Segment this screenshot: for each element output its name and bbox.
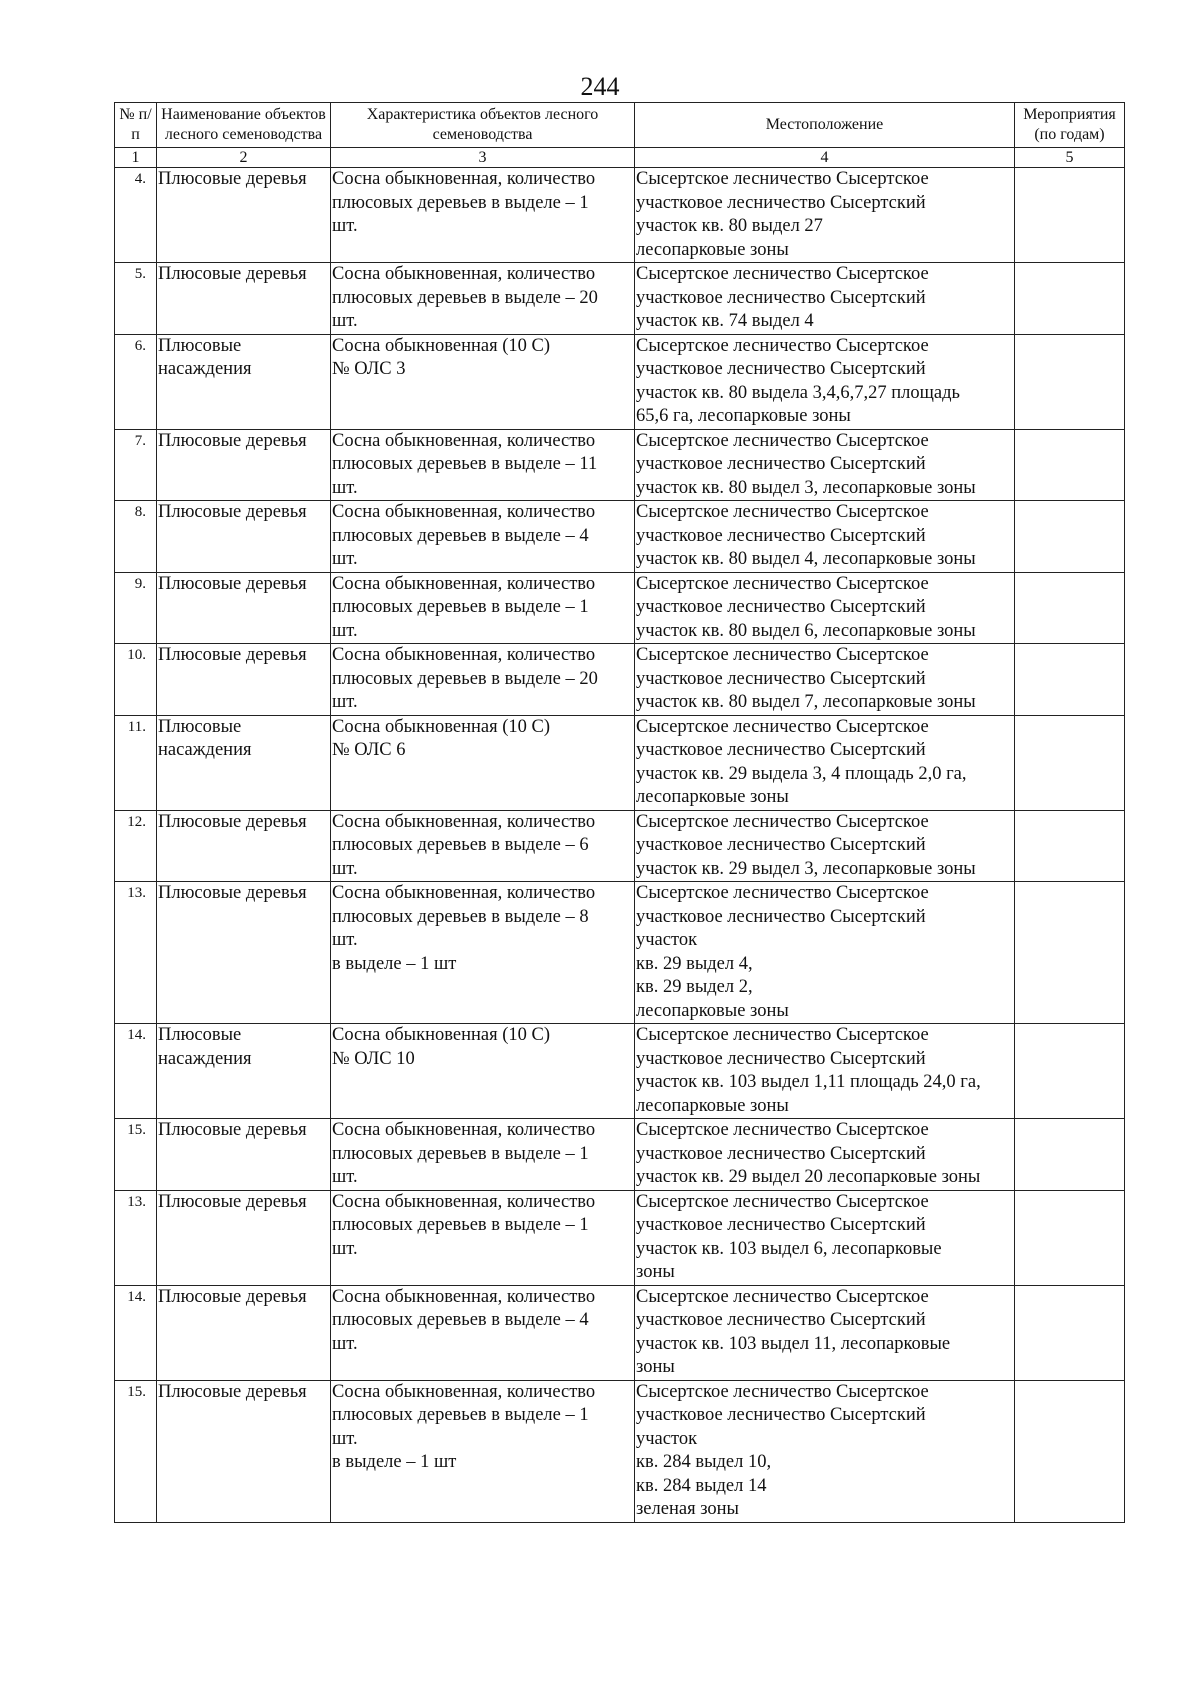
location-line: участок кв. 74 выдел 4 [636,311,814,331]
location-line: Сысертское лесничество Сысертское [636,169,929,189]
characteristic-line: Сосна обыкновенная, количество [332,645,596,665]
characteristic-line: шт. [332,1428,358,1449]
characteristic-line: шт. [332,858,358,879]
location-line: зеленая зоны [636,1499,739,1519]
location-line: участок кв. 80 выдел 6, лесопарковые зоны [636,620,976,641]
location-line: участковое лесничество Сысертский [636,287,926,308]
object-name-line: насаждения [158,359,252,379]
object-name-cell [157,1285,331,1380]
location-cell [635,572,1015,644]
characteristic-line: шт. [332,692,358,712]
location-line: Сысертское лесничество Сысертское [636,502,929,522]
characteristic-line: шт. [332,216,358,236]
object-name-cell [157,572,331,644]
measures-cell [1015,429,1125,501]
location-line: зоны [636,1262,675,1282]
location-line: лесопарковые зоны [636,787,789,807]
object-name-cell [157,644,331,716]
location-line: участок кв. 29 выдел 3, лесопарковые зоны [636,858,976,879]
object-name-line: Плюсовые деревья [158,1381,307,1402]
location-line: кв. 29 выдел 2, [636,977,753,997]
characteristic-cell [331,334,635,429]
location-line: участок [636,1428,698,1449]
location-line: Сысертское лесничество Сысертское [636,645,929,665]
row-number: 9. [115,572,157,644]
location-line: участковое лесничество Сысертский [636,597,926,617]
characteristic-line: плюсовых деревьев в выделе – 6 [332,835,589,855]
location-line: участок кв. 103 выдел 11, лесопарковые [636,1333,951,1354]
table-row [115,1190,1125,1285]
location-line: кв. 284 выдел 10, [636,1452,772,1472]
characteristic-cell [331,1380,635,1522]
object-name-line: Плюсовые деревья [158,502,307,522]
characteristic-line: в выделе – 1 шт [332,953,457,974]
location-line: кв. 284 выдел 14 [636,1475,767,1496]
location-cell [635,501,1015,573]
row-number: 4. [115,168,157,263]
location-line: Сысертское лесничество Сысертское [636,335,929,356]
location-cell [635,1024,1015,1119]
measures-cell [1015,715,1125,810]
location-line: участковое лесничество Сысертский [636,192,926,213]
characteristic-line: плюсовых деревьев в выделе – 4 [332,1310,589,1330]
characteristic-line: шт. [332,1238,358,1259]
object-name-line: Плюсовые деревья [158,883,307,903]
location-line: участковое лесничество Сысертский [636,906,926,927]
row-number: 15. [115,1380,157,1522]
location-cell [635,334,1015,429]
table-row [115,810,1125,882]
location-line: участок кв. 80 выдел 4, лесопарковые зоны [636,549,976,569]
characteristic-cell [331,644,635,716]
characteristic-line: плюсовых деревьев в выделе – 8 [332,906,589,927]
object-name-line: насаждения [158,1048,252,1069]
object-name-line: насаждения [158,740,252,760]
location-cell [635,168,1015,263]
location-line: участок кв. 29 выдел 20 лесопарковые зоны [636,1167,981,1187]
location-cell [635,882,1015,1024]
row-number: 5. [115,263,157,335]
characteristic-line: шт. [332,1167,358,1187]
characteristic-line: плюсовых деревьев в выделе – 1 [332,597,589,617]
location-line: зоны [636,1357,675,1377]
location-cell [635,1380,1015,1522]
characteristic-cell [331,1190,635,1285]
characteristic-line: шт. [332,1333,358,1354]
column-number: 1 [115,148,157,168]
characteristic-line: шт. [332,549,358,569]
location-line: участок кв. 80 выдел 3, лесопарковые зоны [636,477,976,498]
characteristic-cell [331,501,635,573]
characteristic-line: Сосна обыкновенная, количество [332,1286,596,1307]
characteristic-cell [331,1024,635,1119]
location-line: Сысертское лесничество Сысертское [636,1120,929,1140]
measures-cell [1015,572,1125,644]
row-number: 11. [115,715,157,810]
characteristic-line: плюсовых деревьев в выделе – 1 [332,1143,589,1164]
location-line: Сысертское лесничество Сысертское [636,811,929,832]
characteristic-cell [331,429,635,501]
characteristic-cell [331,1285,635,1380]
object-name-cell [157,501,331,573]
measures-cell [1015,168,1125,263]
row-number: 6. [115,334,157,429]
object-name-line: Плюсовые деревья [158,1191,307,1212]
object-name-cell [157,334,331,429]
location-line: Сысертское лесничество Сысертское [636,1025,929,1045]
table-row [115,263,1125,335]
characteristic-line: Сосна обыкновенная, количество [332,1191,596,1212]
location-line: участок кв. 80 выдел 27 [636,216,823,236]
table-row [115,429,1125,501]
characteristic-line: плюсовых деревьев в выделе – 1 [332,1215,589,1235]
characteristic-line: Сосна обыкновенная, количество [332,169,596,189]
row-number: 8. [115,501,157,573]
location-line: участковое лесничество Сысертский [636,835,926,855]
row-number: 14. [115,1024,157,1119]
characteristic-cell [331,810,635,882]
row-number: 7. [115,429,157,501]
location-cell [635,1119,1015,1191]
location-cell [635,1190,1015,1285]
location-line: участковое лесничество Сысертский [636,1048,926,1069]
measures-cell [1015,882,1125,1024]
location-line: участковое лесничество Сысертский [636,1215,926,1235]
location-line: участковое лесничество Сысертский [636,359,926,379]
header-measures: Мероприятия (по годам) [1015,103,1125,148]
measures-cell [1015,1024,1125,1119]
table-row [115,1024,1125,1119]
location-cell [635,644,1015,716]
object-name-cell [157,882,331,1024]
location-line: Сысертское лесничество Сысертское [636,573,929,594]
object-name-line: Плюсовые [158,335,242,356]
location-line: лесопарковые зоны [636,1000,789,1021]
location-cell [635,429,1015,501]
object-name-cell [157,263,331,335]
characteristic-line: Сосна обыкновенная, количество [332,264,596,284]
characteristic-line: шт. [332,311,358,331]
location-line: кв. 29 выдел 4, [636,953,753,974]
column-number: 3 [331,148,635,168]
object-name-cell [157,1024,331,1119]
characteristic-line: в выделе – 1 шт [332,1452,457,1472]
measures-cell [1015,1119,1125,1191]
characteristic-line: Сосна обыкновенная (10 С) [332,335,550,356]
location-line: участковое лесничество Сысертский [636,740,926,760]
table-row [115,168,1125,263]
location-line: участок кв. 103 выдел 6, лесопарковые [636,1238,942,1259]
characteristic-line: шт. [332,620,358,641]
characteristic-line: плюсовых деревьев в выделе – 1 [332,1405,589,1425]
table-row [115,501,1125,573]
characteristic-line: Сосна обыкновенная, количество [332,573,596,594]
location-line: участок кв. 103 выдел 1,11 площадь 24,0 га, [636,1072,981,1092]
measures-cell [1015,810,1125,882]
measures-cell [1015,334,1125,429]
column-numbers-row [115,148,1125,168]
row-number: 10. [115,644,157,716]
characteristic-line: № ОЛС 3 [332,359,406,379]
object-name-line: Плюсовые [158,716,242,737]
location-line: Сысертское лесничество Сысертское [636,264,929,284]
characteristic-line: Сосна обыкновенная (10 С) [332,716,550,737]
location-cell [635,715,1015,810]
location-line: участковое лесничество Сысертский [636,1310,926,1330]
characteristic-line: плюсовых деревьев в выделе – 20 [332,668,598,689]
header-location: Местоположение [635,103,1015,148]
object-name-cell [157,1119,331,1191]
characteristic-line: плюсовых деревьев в выделе – 4 [332,525,589,546]
object-name-cell [157,1190,331,1285]
location-line: участковое лесничество Сысертский [636,1143,926,1164]
object-name-cell [157,429,331,501]
characteristic-line: Сосна обыкновенная, количество [332,502,596,522]
location-line: Сысертское лесничество Сысертское [636,430,929,451]
table-row [115,334,1125,429]
header-number: № п/п [115,103,157,148]
object-name-cell [157,1380,331,1522]
characteristic-cell [331,715,635,810]
object-name-line: Плюсовые деревья [158,169,307,189]
object-name-cell [157,810,331,882]
column-number: 2 [157,148,331,168]
characteristic-cell [331,1119,635,1191]
location-cell [635,263,1015,335]
characteristic-cell [331,168,635,263]
header-characteristic: Характеристика объектов лесного семеноводства [331,103,635,148]
table-row [115,572,1125,644]
location-line: Сысертское лесничество Сысертское [636,1191,929,1212]
characteristic-line: Сосна обыкновенная, количество [332,883,596,903]
measures-cell [1015,501,1125,573]
location-line: участок кв. 80 выдел 7, лесопарковые зоны [636,692,976,712]
measures-cell [1015,1190,1125,1285]
table-row [115,715,1125,810]
table-row [115,1380,1125,1522]
location-line: Сысертское лесничество Сысертское [636,1381,929,1402]
location-cell [635,810,1015,882]
characteristic-line: Сосна обыкновенная (10 С) [332,1025,550,1045]
object-name-line: Плюсовые деревья [158,573,307,594]
row-number: 14. [115,1285,157,1380]
location-line: лесопарковые зоны [636,1095,789,1116]
object-name-line: Плюсовые деревья [158,430,307,451]
object-name-cell [157,715,331,810]
measures-cell [1015,1380,1125,1522]
object-name-line: Плюсовые деревья [158,645,307,665]
characteristic-line: шт. [332,930,358,950]
object-name-line: Плюсовые [158,1025,242,1045]
location-line: 65,6 га, лесопарковые зоны [636,406,851,426]
characteristic-line: плюсовых деревьев в выделе – 11 [332,454,598,474]
object-name-line: Плюсовые деревья [158,264,307,284]
table-row [115,882,1125,1024]
location-line: Сысертское лесничество Сысертское [636,1286,929,1307]
characteristic-cell [331,882,635,1024]
location-cell [635,1285,1015,1380]
row-number: 15. [115,1119,157,1191]
location-line: участковое лесничество Сысертский [636,1405,926,1425]
location-line: Сысертское лесничество Сысертское [636,716,929,737]
row-number: 13. [115,1190,157,1285]
location-line: участок [636,930,698,950]
header-object-name: Наименование объектов лесного семеноводства [157,103,331,148]
object-name-line: Плюсовые деревья [158,1120,307,1140]
measures-cell [1015,263,1125,335]
column-number: 5 [1015,148,1125,168]
page-number: 244 [580,72,620,101]
seed-objects-table [114,102,1125,1523]
table-row [115,644,1125,716]
characteristic-line: плюсовых деревьев в выделе – 1 [332,192,589,213]
location-line: участковое лесничество Сысертский [636,525,926,546]
characteristic-line: Сосна обыкновенная, количество [332,811,596,832]
characteristic-line: № ОЛС 10 [332,1048,415,1069]
location-line: участковое лесничество Сысертский [636,454,926,474]
object-name-line: Плюсовые деревья [158,811,307,832]
table-row [115,1119,1125,1191]
column-number: 4 [635,148,1015,168]
characteristic-cell [331,572,635,644]
location-line: Сысертское лесничество Сысертское [636,883,929,903]
row-number: 13. [115,882,157,1024]
characteristic-cell [331,263,635,335]
measures-cell [1015,1285,1125,1380]
table-header-row [115,103,1125,148]
location-line: участок кв. 29 выдела 3, 4 площадь 2,0 га, [636,763,967,784]
characteristic-line: плюсовых деревьев в выделе – 20 [332,287,598,308]
characteristic-line: Сосна обыкновенная, количество [332,430,596,451]
characteristic-line: шт. [332,477,358,498]
object-name-cell [157,168,331,263]
measures-cell [1015,644,1125,716]
location-line: участок кв. 80 выдела 3,4,6,7,27 площадь [636,382,960,403]
characteristic-line: Сосна обыкновенная, количество [332,1381,596,1402]
characteristic-line: Сосна обыкновенная, количество [332,1120,596,1140]
object-name-line: Плюсовые деревья [158,1286,307,1307]
table-row [115,1285,1125,1380]
location-line: лесопарковые зоны [636,239,789,260]
location-line: участковое лесничество Сысертский [636,668,926,689]
characteristic-line: № ОЛС 6 [332,740,406,760]
row-number: 12. [115,810,157,882]
